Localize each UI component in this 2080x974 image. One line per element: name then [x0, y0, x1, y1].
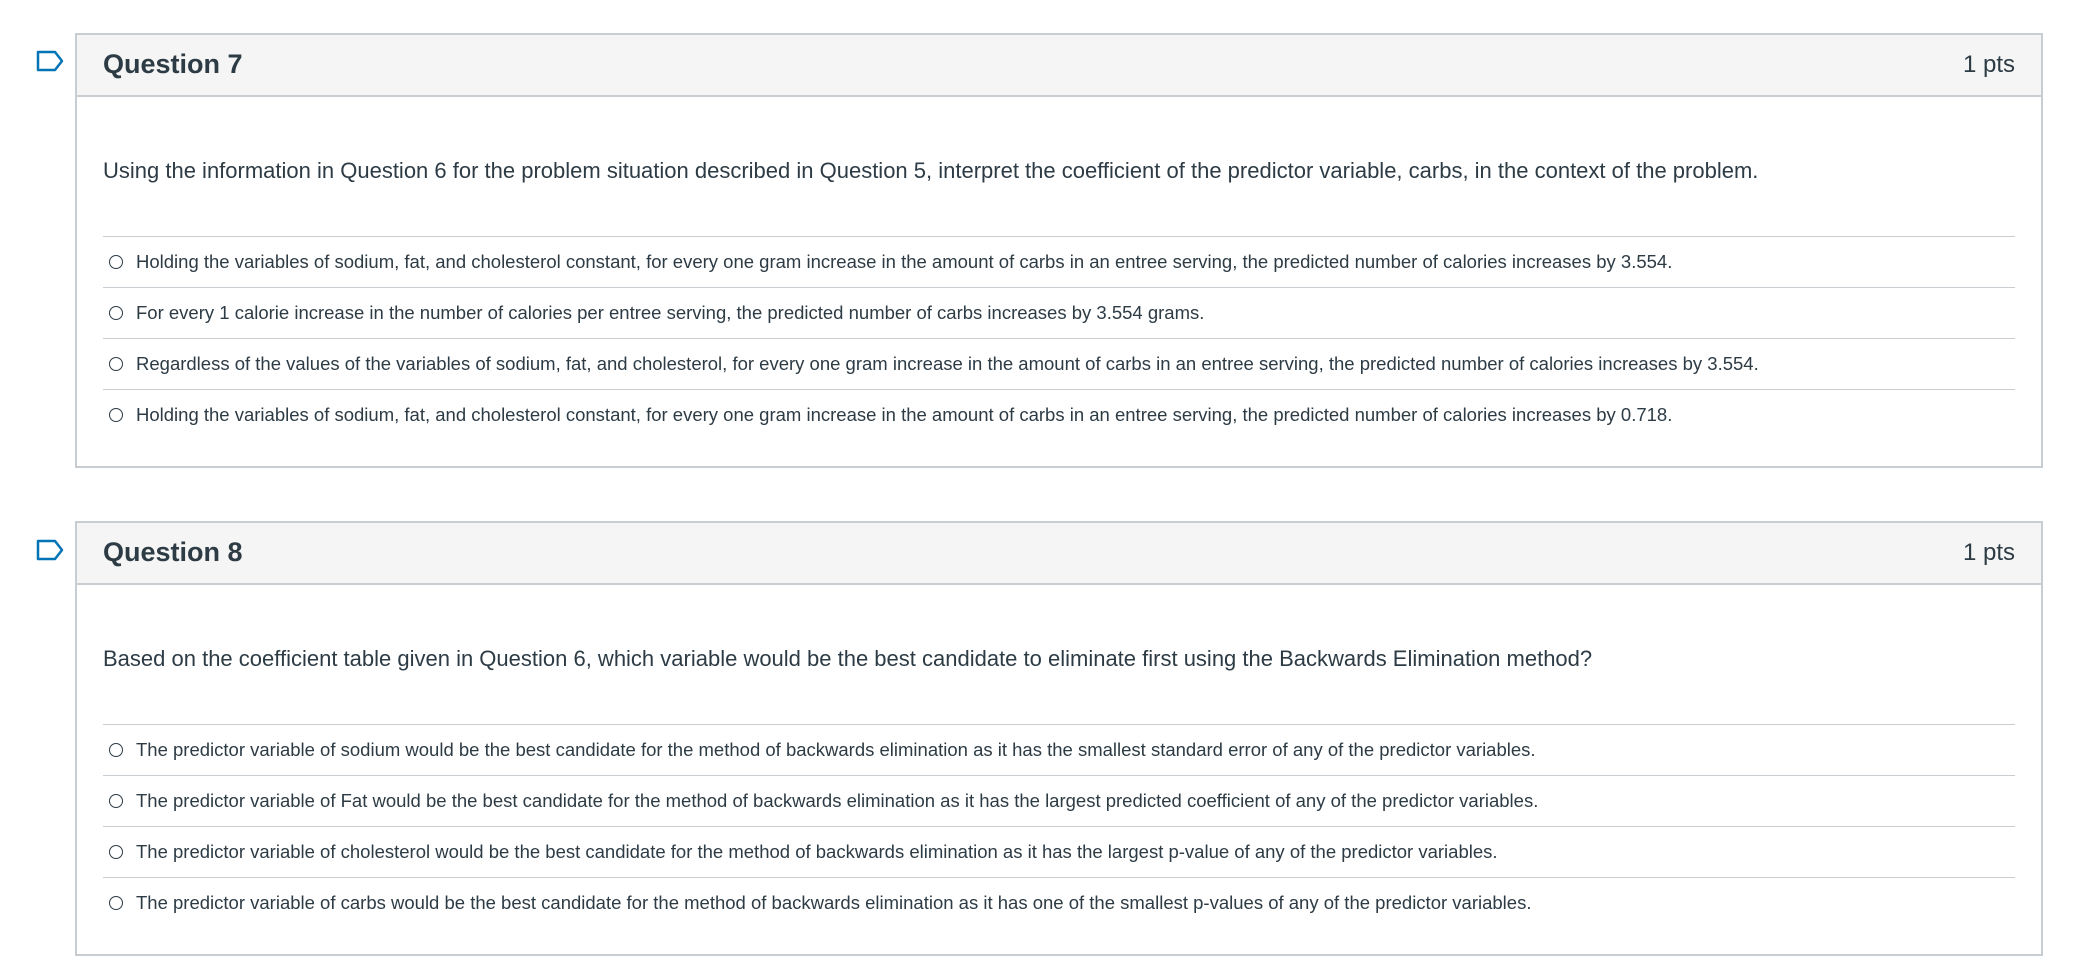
answer-label: The predictor variable of carbs would be the best candidate for the method of backwards elimination as it has one of the smallest p-values of any of the predictor variables. — [136, 892, 1532, 913]
question-body — [77, 97, 2041, 466]
question-points: 1 pts — [1962, 51, 2015, 78]
answer-option[interactable] — [103, 338, 2015, 389]
answer-label: Holding the variables of sodium, fat, and cholesterol constant, for every one gram increase in the amount of carbs in an entree serving, the predicted number of calories increases by 3.554. — [136, 251, 1673, 272]
answer-option[interactable] — [103, 826, 2015, 877]
answer-label: Holding the variables of sodium, fat, and cholesterol constant, for every one gram increase in the amount of carbs in an entree serving, the predicted number of calories increases by 0.718. — [136, 404, 1673, 425]
question-card — [75, 521, 2043, 956]
answer-option[interactable] — [103, 287, 2015, 338]
answer-label: The predictor variable of cholesterol would be the best candidate for the method of backwards elimination as it has the largest p-value of any of the predictor variables. — [136, 841, 1498, 862]
question-points: 1 pts — [1962, 539, 2015, 566]
answer-list — [103, 724, 2015, 954]
question-header — [77, 523, 2041, 585]
radio-unchecked-icon[interactable] — [109, 357, 123, 371]
answer-option[interactable] — [103, 877, 2015, 928]
radio-unchecked-icon[interactable] — [109, 306, 123, 320]
question-text: Based on the coefficient table given in Question 6, which variable would be the best candidate to eliminate first using the Backwards Elimination method? — [103, 646, 1593, 671]
answer-option[interactable] — [103, 389, 2015, 440]
answer-label: For every 1 calorie increase in the number of calories per entree serving, the predicted number of carbs increases by 3.554 grams. — [136, 302, 1205, 323]
question-text: Using the information in Question 6 for the problem situation described in Question 5, interpret the coefficient of the predictor variable, carbs, in the context of the problem. — [103, 158, 1759, 183]
radio-unchecked-icon[interactable] — [109, 743, 123, 757]
answer-option[interactable] — [103, 236, 2015, 287]
answer-label: The predictor variable of Fat would be the best candidate for the method of backwards elimination as it has the largest predicted coefficient of any of the predictor variables. — [136, 790, 1539, 811]
question-header — [77, 35, 2041, 97]
question-body — [77, 585, 2041, 954]
radio-unchecked-icon[interactable] — [109, 896, 123, 910]
question-title: Question 7 — [103, 49, 243, 79]
radio-unchecked-icon[interactable] — [109, 845, 123, 859]
answer-list — [103, 236, 2015, 466]
question-title: Question 8 — [103, 537, 243, 567]
answer-option[interactable] — [103, 724, 2015, 775]
radio-unchecked-icon[interactable] — [109, 255, 123, 269]
flag-question-icon[interactable] — [36, 539, 64, 561]
answer-label: Regardless of the values of the variables of sodium, fat, and cholesterol, for every one gram increase in the amount of carbs in an entree serving, the predicted number of calories increases by 3.554. — [136, 353, 1759, 374]
flag-question-icon[interactable] — [36, 50, 64, 72]
radio-unchecked-icon[interactable] — [109, 794, 123, 808]
answer-option[interactable] — [103, 775, 2015, 826]
radio-unchecked-icon[interactable] — [109, 408, 123, 422]
question-card — [75, 33, 2043, 468]
answer-label: The predictor variable of sodium would be the best candidate for the method of backwards elimination as it has the smallest standard error of any of the predictor variables. — [136, 739, 1536, 760]
